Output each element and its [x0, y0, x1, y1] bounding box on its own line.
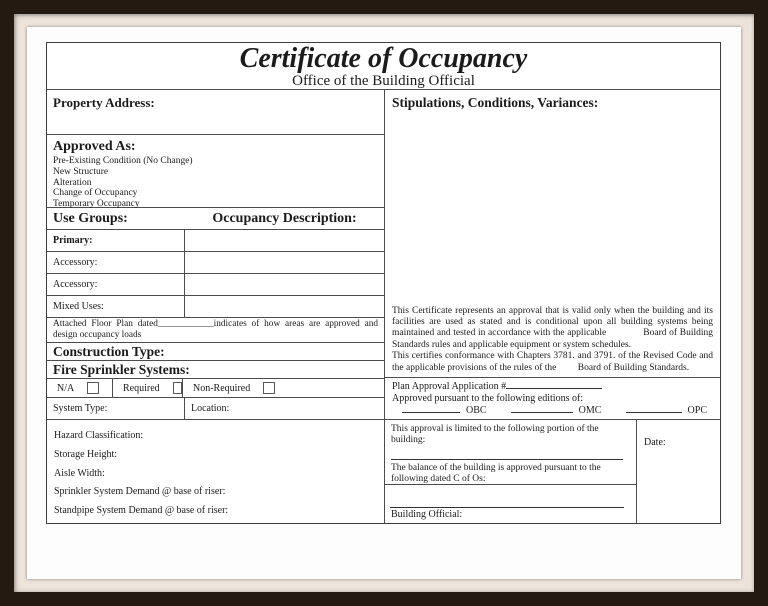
form-header: [47, 43, 720, 90]
plan-approval-line: [392, 380, 713, 392]
construction-type-label: Construction Type:: [53, 344, 165, 359]
sprinkler-options-row: [47, 379, 384, 398]
right-column: [385, 90, 720, 523]
sprinkler-option-non-required: [183, 379, 384, 397]
occupancy-description-cell[interactable]: [185, 296, 384, 317]
occupancy-description-cell[interactable]: [185, 230, 384, 251]
approved-as-section: [47, 135, 384, 208]
non-required-label: Non-Required: [193, 382, 251, 394]
picture-mat: [14, 14, 754, 592]
use-groups-header: Use Groups:: [53, 210, 128, 226]
approval-footer: [385, 420, 720, 523]
page-title: Certificate of Occupancy: [239, 43, 528, 74]
fire-sprinkler-label: Fire Sprinkler Systems:: [53, 362, 190, 377]
certificate-paragraph: This certifies conformance with Chapters 3781. and 3791. of the Revised Code and the applicable provisions of the rules of the Board of Building Standards.: [392, 351, 713, 373]
approved-as-options: [53, 156, 378, 210]
signature-area: [385, 485, 636, 523]
date-cell[interactable]: [637, 420, 720, 523]
approved-option[interactable]: Change of Occupancy: [53, 188, 138, 199]
certificate-paragraph: This Certificate represents an approval that is valid only when the building and its facilities are used as stated and is conditional upon all building systems being maintained and tested in accordance with the applicable Board of Building Standards rules and applicable equipment or system schedules.: [392, 305, 713, 350]
approved-option[interactable]: Alteration: [53, 177, 92, 188]
obc-blank[interactable]: [402, 404, 460, 413]
plan-approval-label: Plan Approval Application #: [392, 381, 507, 392]
approval-limited-text: This approval is limited to the following portion of the building:: [391, 424, 599, 445]
use-group-label: Primary:: [47, 230, 185, 251]
sprinkler-option-required: [113, 379, 183, 397]
standpipe-demand-label: Standpipe System Demand @ base of riser:: [54, 505, 229, 516]
hazard-classification-label: Hazard Classification:: [54, 430, 144, 441]
na-checkbox[interactable]: [87, 382, 99, 394]
table-row: [47, 252, 384, 274]
approval-detail-cell: [385, 420, 637, 523]
occupancy-description-header: Occupancy Description:: [212, 210, 357, 226]
stipulations-section[interactable]: [385, 90, 720, 378]
required-label: Required: [123, 382, 160, 394]
certificate-statements: [392, 306, 713, 374]
page-subtitle: Office of the Building Official: [292, 73, 475, 89]
occupancy-description-cell[interactable]: [185, 274, 384, 295]
approved-option[interactable]: Temporary Occupancy: [53, 199, 140, 210]
building-official-label: Building Official:: [391, 509, 463, 520]
left-column: [47, 90, 385, 523]
system-type-row: [47, 398, 384, 420]
table-row: [47, 274, 384, 296]
occupancy-description-cell[interactable]: [185, 252, 384, 273]
document-page: [27, 27, 741, 579]
location-cell[interactable]: [185, 398, 384, 419]
edition-omc: [511, 404, 602, 416]
sprinkler-option-na: [47, 379, 113, 397]
form-body: [47, 90, 720, 523]
table-row: [47, 230, 384, 252]
property-address-section[interactable]: [47, 90, 384, 135]
signature-line[interactable]: [390, 507, 624, 508]
use-group-label: Accessory:: [47, 252, 185, 273]
construction-type-section[interactable]: [47, 343, 384, 361]
non-required-checkbox[interactable]: [263, 382, 275, 394]
editions-label: Approved pursuant to the following editions of:: [392, 392, 584, 404]
balance-text: The balance of the building is approved pursuant to the following dated C of Os:: [391, 463, 601, 484]
edition-opc: [626, 404, 707, 416]
stipulations-label: Stipulations, Conditions, Variances:: [392, 95, 599, 110]
property-address-label: Property Address:: [53, 95, 155, 110]
obc-label: OBC: [466, 405, 487, 416]
required-checkbox[interactable]: [173, 382, 182, 394]
edition-obc: [402, 404, 487, 416]
opc-blank[interactable]: [626, 404, 682, 413]
na-label: N/A: [57, 382, 75, 394]
certificate-form: [46, 42, 721, 524]
omc-label: OMC: [578, 405, 602, 416]
fire-sprinkler-section: [47, 361, 384, 379]
use-groups-header-row: [47, 208, 384, 230]
opc-label: OPC: [687, 405, 707, 416]
table-row: [47, 296, 384, 318]
approval-limited-box: [385, 420, 636, 485]
date-label: Date:: [644, 437, 666, 448]
location-label: Location:: [191, 403, 230, 414]
portion-blank[interactable]: [391, 451, 623, 460]
storage-height-label: Storage Height:: [54, 448, 118, 460]
system-type-label: System Type:: [53, 403, 108, 414]
attached-floor-plan-note: Attached Floor Plan dated____________indicates of how areas are approved and design occupancy loads: [47, 318, 384, 343]
aisle-width-label: Aisle Width:: [54, 467, 105, 479]
editions-row: [392, 404, 713, 418]
plan-approval-section: [385, 378, 720, 420]
use-group-label: Accessory:: [47, 274, 185, 295]
approved-option[interactable]: Pre-Existing Condition (No Change): [53, 156, 193, 166]
omc-blank[interactable]: [511, 404, 573, 413]
approved-option[interactable]: New Structure: [53, 166, 109, 177]
system-type-cell[interactable]: [47, 398, 185, 419]
approved-as-label: Approved As:: [53, 139, 136, 154]
sprinkler-demand-label: Sprinkler System Demand @ base of riser:: [54, 486, 226, 498]
hazard-section: [47, 420, 384, 523]
use-group-label: Mixed Uses:: [47, 296, 185, 317]
application-number-blank[interactable]: [506, 380, 602, 389]
